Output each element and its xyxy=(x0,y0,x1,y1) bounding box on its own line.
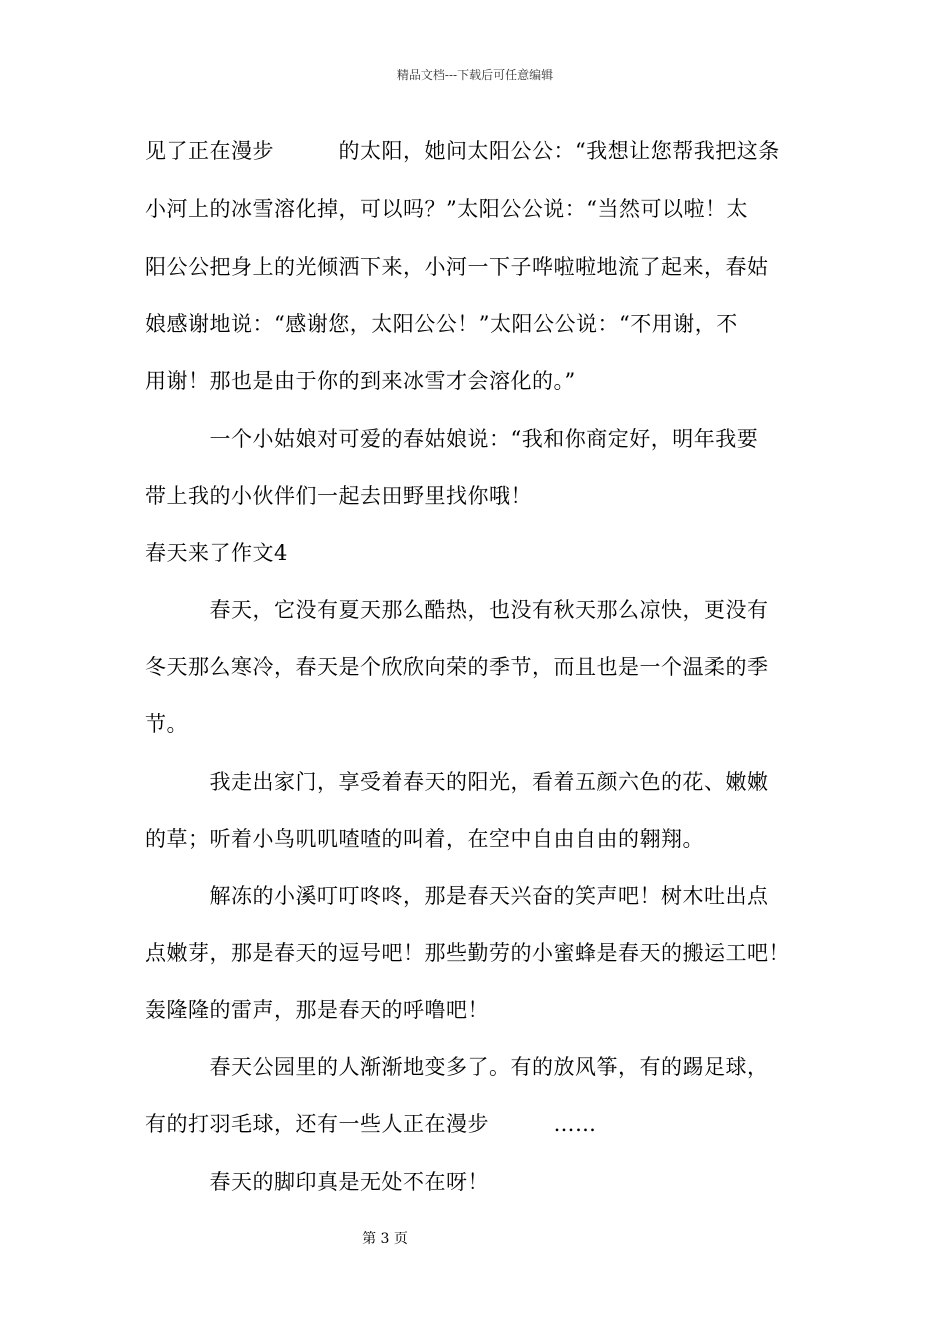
text-line: 节。 xyxy=(145,712,188,736)
text-line: 春天，它没有夏天那么酷热，也没有秋天那么凉快，更没有 xyxy=(145,598,769,622)
text-line: 我走出家门，享受着春天的阳光，看着五颜六色的花、嫩嫩 xyxy=(145,770,769,794)
page-header: 精品文档---下载后可任意编辑 xyxy=(396,68,554,82)
text-line: 带上我的小伙伴们一起去田野里找你哦！ xyxy=(145,484,532,508)
text-line: 用谢！那也是由于你的到来冰雪才会溶化的。” xyxy=(145,369,576,393)
text-line: 解冻的小溪叮叮咚咚，那是春天兴奋的笑声吧！树木吐出点 xyxy=(145,884,769,908)
text-line: 一个小姑娘对可爱的春姑娘说：“我和你商定好，明年我要 xyxy=(145,427,759,451)
text-line: 的草；听着小鸟叽叽喳喳的叫着，在空中自由自由的翱翔。 xyxy=(145,827,704,851)
text-line: 有的打羽毛球，还有一些人正在漫步 …… xyxy=(145,1112,597,1136)
text-line: 见了正在漫步 的太阳，她问太阳公公：“我想让您帮我把这条 xyxy=(145,139,780,163)
text-line: 阳公公把身上的光倾洒下来，小河一下子哗啦啦地流了起来，春姑 xyxy=(145,255,769,279)
text-line: 春天公园里的人渐渐地变多了。有的放风筝，有的踢足球， xyxy=(145,1055,769,1079)
text-line: 娘感谢地说：“感谢您，太阳公公！”太阳公公说：“不用谢，不 xyxy=(145,312,738,336)
text-line: 小河上的冰雪溶化掉，可以吗？”太阳公公说：“当然可以啦！太 xyxy=(145,197,748,221)
page-number: 第 3 页 xyxy=(362,1231,408,1247)
text-line: 春天的脚印真是无处不在呀！ xyxy=(145,1170,489,1194)
text-line: 冬天那么寒冷，春天是个欣欣向荣的季节，而且也是一个温柔的季 xyxy=(145,655,769,679)
section-heading: 春天来了作文4 xyxy=(145,541,288,565)
text-line: 点嫩芽，那是春天的逗号吧！那些勤劳的小蜜蜂是春天的搬运工吧！ xyxy=(145,941,790,965)
text-line: 轰隆隆的雷声，那是春天的呼噜吧！ xyxy=(145,998,489,1022)
